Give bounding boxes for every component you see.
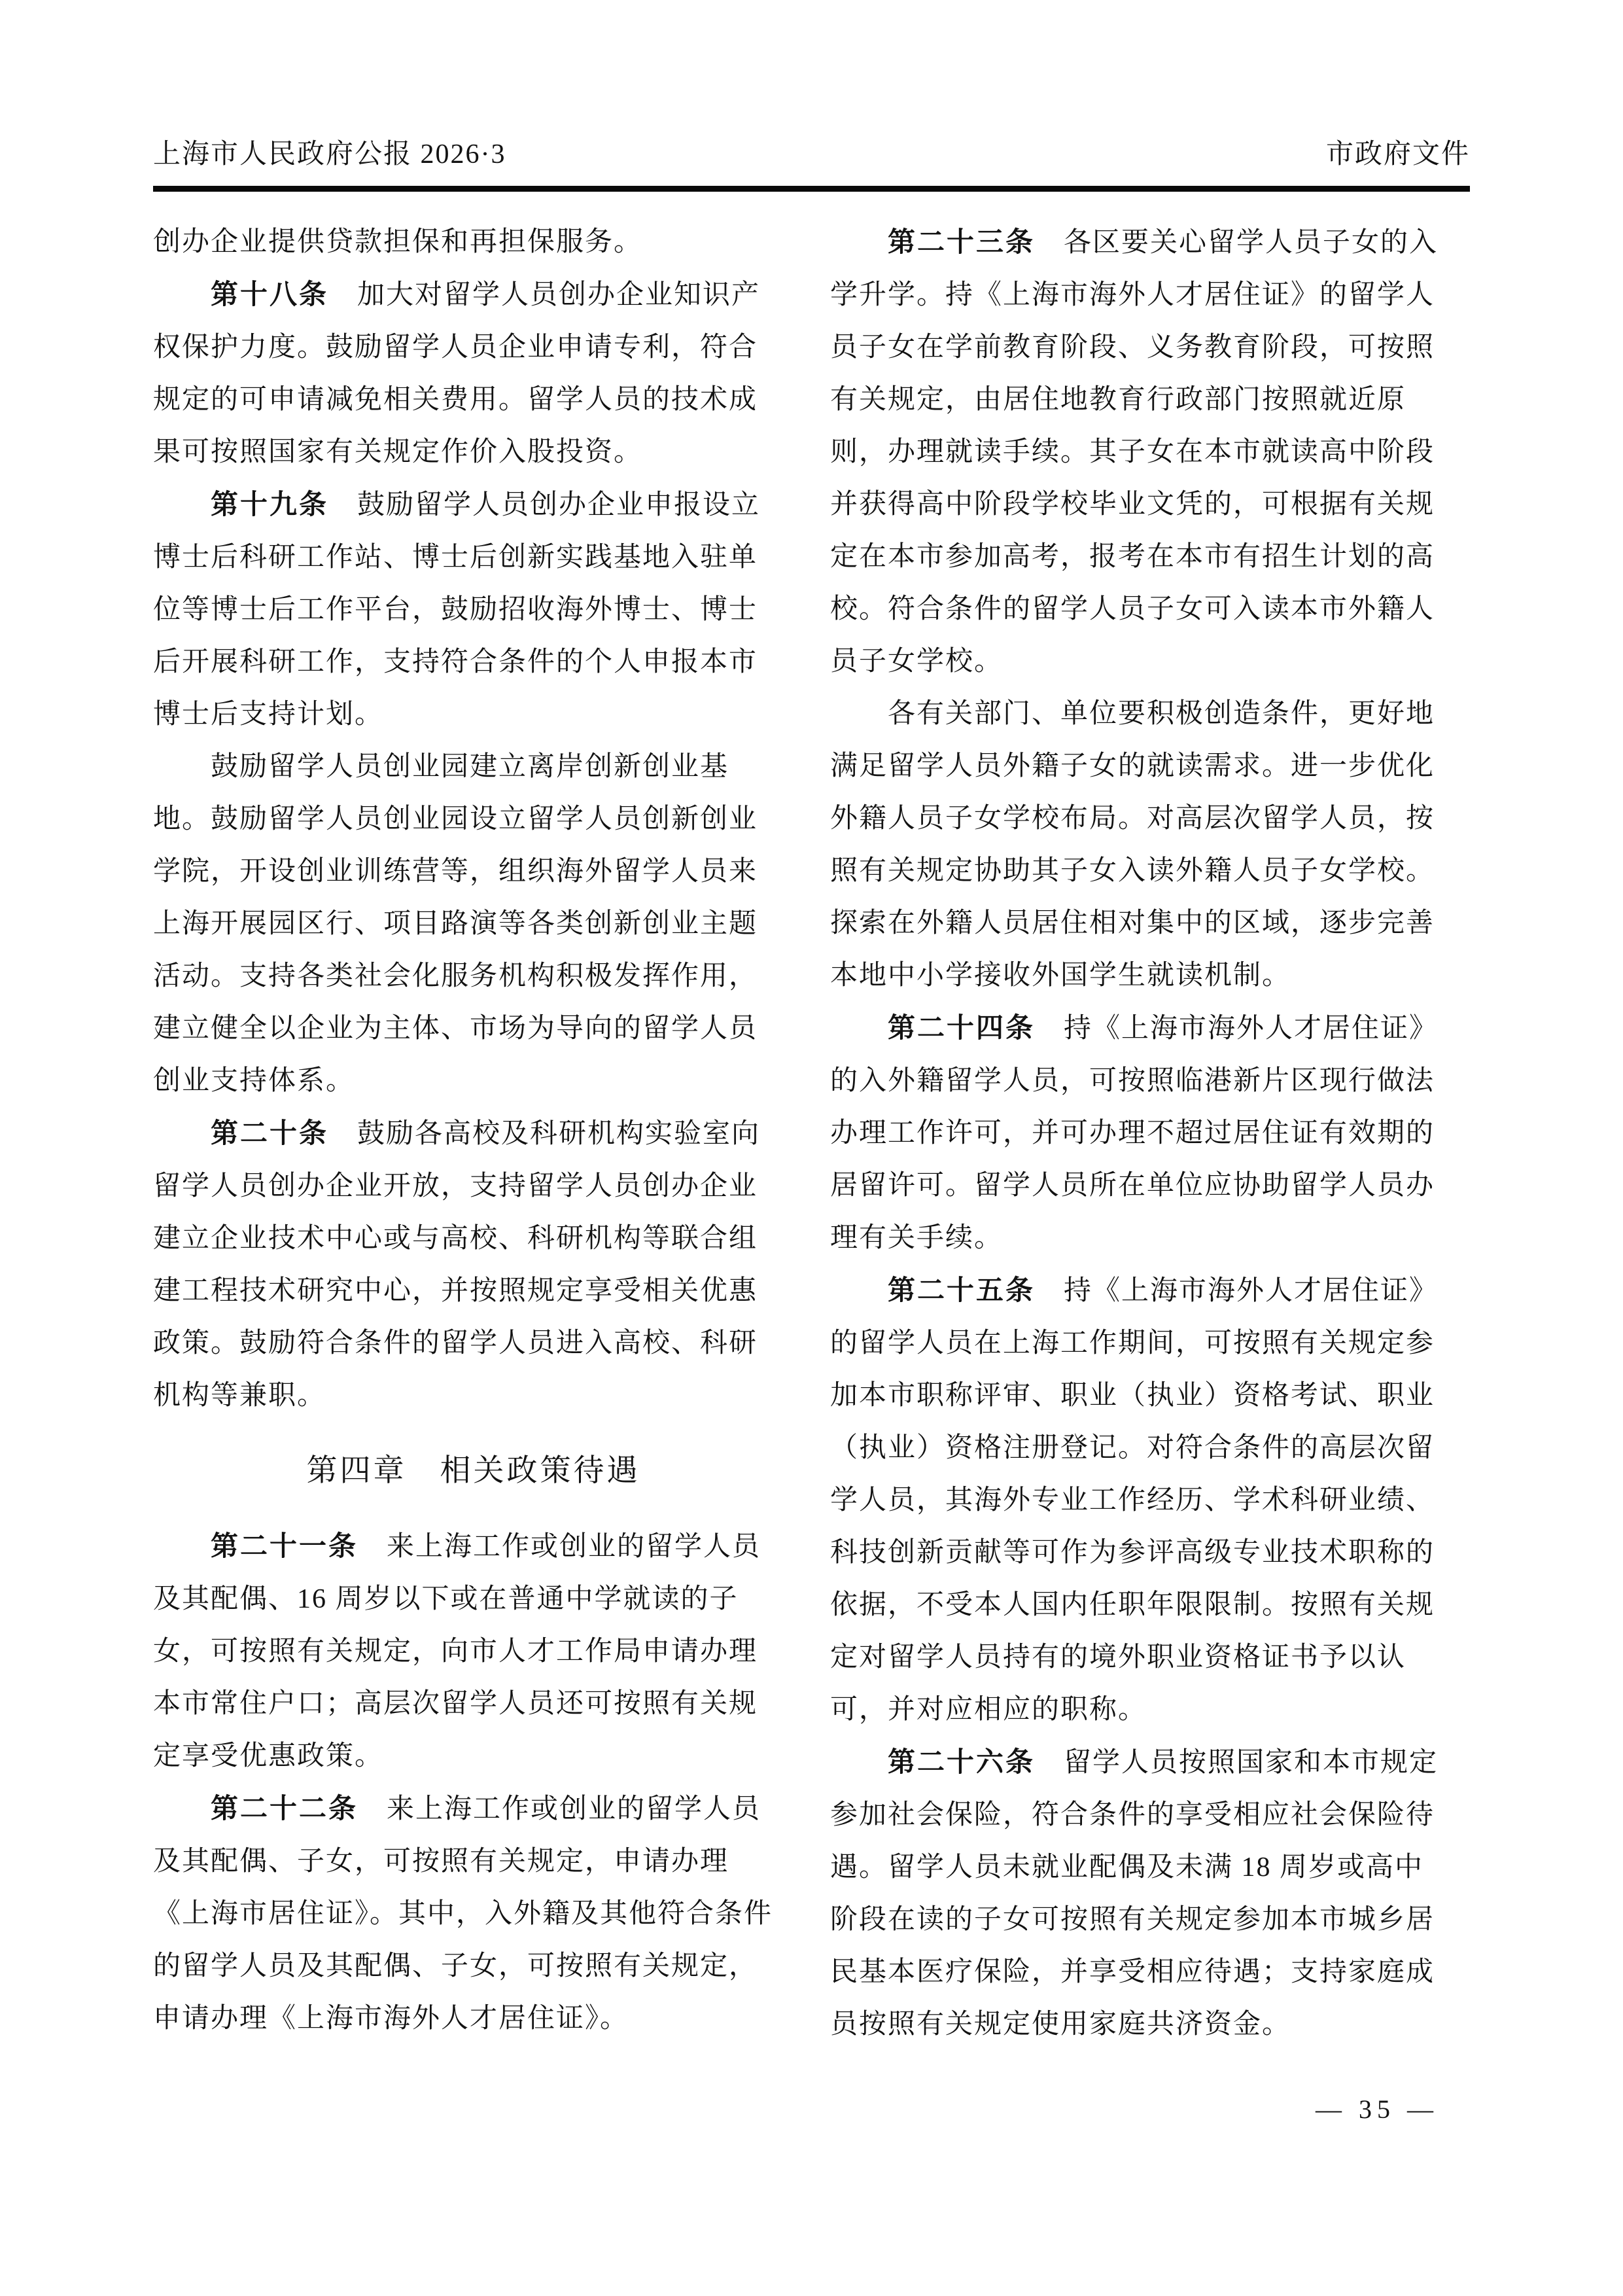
- text-line: 第十九条 鼓励留学人员创办企业申报设立: [211, 489, 761, 520]
- text-line: 员子女学校。: [830, 646, 1003, 677]
- text-line: 理有关手续。: [830, 1223, 1003, 1253]
- text-line: 外籍人员子女学校布局。对高层次留学人员，按: [830, 804, 1435, 834]
- text-line: 可，并对应相应的职称。: [830, 1695, 1147, 1725]
- text-line: 博士后科研工作站、博士后创新实践基地入驻单: [153, 542, 758, 573]
- text-line: 加本市职称评审、职业（执业）资格考试、职业: [830, 1381, 1435, 1411]
- text-line: 申请办理《上海市海外人才居住证》。: [153, 2004, 629, 2034]
- text-line: 位等博士后工作平台，鼓励招收海外博士、博士: [153, 595, 758, 625]
- text-line: 遇。留学人员未就业配偶及未满 18 周岁或高中: [830, 1852, 1424, 1882]
- text-line: 定在本市参加高考，报考在本市有招生计划的高: [830, 542, 1435, 572]
- text-line: 第二十五条 持《上海市海外人才居住证》: [888, 1275, 1439, 1306]
- text-line: 科技创新贡献等可作为参评高级专业技术职称的: [830, 1538, 1435, 1568]
- text-line: 地。鼓励留学人员创业园设立留学人员创新创业: [153, 804, 758, 834]
- text-line: 并获得高中阶段学校毕业文凭的，可根据有关规: [830, 489, 1435, 520]
- text-line: 鼓励留学人员创业园建立离岸创新创业基: [153, 752, 729, 782]
- text-line: 创业支持体系。: [153, 1066, 355, 1096]
- text-line: 创办企业提供贷款担保和再担保服务。: [153, 227, 643, 257]
- text-line: 上海开展园区行、项目路演等各类创新创业主题: [153, 909, 758, 939]
- text-line: （执业）资格注册登记。对符合条件的高层次留: [830, 1433, 1435, 1463]
- text-line: 《上海市居住证》。其中，入外籍及其他符合条件: [153, 1899, 773, 1929]
- article-number: 第二十一条: [211, 1530, 358, 1561]
- text-line: 本市常住户口；高层次留学人员还可按照有关规: [153, 1689, 758, 1719]
- text-line: 第二十四条 持《上海市海外人才居住证》: [888, 1012, 1439, 1044]
- text-line: 民基本医疗保险，并享受相应待遇；支持家庭成: [830, 1957, 1435, 1987]
- article-number: 第二十二条: [211, 1793, 358, 1824]
- article-number: 第二十三条: [888, 226, 1036, 257]
- text-line: 照有关规定协助其子女入读外籍人员子女学校。: [830, 856, 1435, 886]
- text-line: 政策。鼓励符合条件的留学人员进入高校、科研: [153, 1328, 758, 1358]
- article-number: 第二十五条: [888, 1275, 1036, 1305]
- article-number: 第二十条: [211, 1118, 329, 1148]
- text-line: 第十八条 加大对留学人员创办企业知识产: [211, 279, 761, 310]
- gazette-title: 上海市人民政府公报 2026·3: [153, 139, 506, 169]
- text-line: 定对留学人员持有的境外职业资格证书予以认: [830, 1642, 1406, 1672]
- left-column: [153, 216, 794, 2051]
- text-line: 及其配偶、子女，可按照有关规定，申请办理: [153, 1846, 729, 1877]
- text-line: 女，可按照有关规定，向市人才工作局申请办理: [153, 1636, 758, 1667]
- text-line: 建工程技术研究中心，并按照规定享受相关优惠: [153, 1276, 758, 1306]
- chapter-heading: 第四章 相关政策待遇: [306, 1454, 640, 1488]
- text-line: 建立健全以企业为主体、市场为导向的留学人员: [153, 1014, 758, 1044]
- text-line: 有关规定，由居住地教育行政部门按照就近原: [830, 385, 1406, 415]
- text-line: 办理工作许可，并可办理不超过居住证有效期的: [830, 1118, 1435, 1148]
- right-column: [830, 216, 1471, 2051]
- section-label: 市政府文件: [1325, 139, 1470, 169]
- text-line: 探索在外籍人员居住相对集中的区域，逐步完善: [830, 908, 1435, 938]
- header-rule: [153, 186, 1470, 192]
- text-line: 后开展科研工作，支持符合条件的个人申报本市: [153, 647, 758, 677]
- text-line: 学人员，其海外专业工作经历、学术科研业绩、: [830, 1485, 1435, 1515]
- document-body: [153, 216, 1471, 2051]
- text-line: 参加社会保险，符合条件的享受相应社会保险待: [830, 1800, 1435, 1830]
- text-line: 学院，开设创业训练营等，组织海外留学人员来: [153, 857, 758, 887]
- text-line: 第二十六条 留学人员按照国家和本市规定: [888, 1746, 1439, 1778]
- text-line: 员子女在学前教育阶段、义务教育阶段，可按照: [830, 332, 1435, 362]
- text-line: 员按照有关规定使用家庭共济资金。: [830, 2009, 1291, 2040]
- text-line: 阶段在读的子女可按照有关规定参加本市城乡居: [830, 1905, 1435, 1935]
- text-line: 则，办理就读手续。其子女在本市就读高中阶段: [830, 437, 1435, 467]
- text-line: 权保护力度。鼓励留学人员企业申请专利，符合: [153, 332, 758, 362]
- text-line: 规定的可申请减免相关费用。留学人员的技术成: [153, 385, 758, 415]
- text-line: 果可按照国家有关规定作价入股投资。: [153, 437, 643, 467]
- text-line: 第二十三条 各区要关心留学人员子女的入: [888, 226, 1439, 258]
- text-line: 的留学人员及其配偶、子女，可按照有关规定，: [153, 1951, 758, 1981]
- text-line: 满足留学人员外籍子女的就读需求。进一步优化: [830, 751, 1435, 781]
- text-line: 各有关部门、单位要积极创造条件，更好地: [830, 699, 1435, 729]
- article-number: 第十八条: [211, 279, 329, 309]
- text-line: 第二十条 鼓励各高校及科研机构实验室向: [211, 1118, 761, 1149]
- text-line: 居留许可。留学人员所在单位应协助留学人员办: [830, 1171, 1435, 1201]
- page-header: [153, 132, 1470, 171]
- text-line: 的留学人员在上海工作期间，可按照有关规定参: [830, 1328, 1435, 1358]
- text-line: 本地中小学接收外国学生就读机制。: [830, 961, 1291, 991]
- text-line: 定享受优惠政策。: [153, 1741, 384, 1771]
- text-line: 第二十二条 来上海工作或创业的留学人员: [211, 1793, 761, 1824]
- article-number: 第十九条: [211, 489, 329, 520]
- article-number: 第二十六条: [888, 1746, 1036, 1777]
- text-line: 第二十一条 来上海工作或创业的留学人员: [211, 1530, 761, 1562]
- text-line: 的入外籍留学人员，可按照临港新片区现行做法: [830, 1066, 1435, 1096]
- text-line: 活动。支持各类社会化服务机构积极发挥作用，: [153, 961, 758, 991]
- text-line: 学升学。持《上海市海外人才居住证》的留学人: [830, 280, 1435, 310]
- article-number: 第二十四条: [888, 1012, 1036, 1043]
- text-line: 博士后支持计划。: [153, 699, 384, 730]
- text-line: 机构等兼职。: [153, 1381, 326, 1411]
- text-line: 依据，不受本人国内任职年限限制。按照有关规: [830, 1590, 1435, 1620]
- text-line: 及其配偶、16 周岁以下或在普通中学就读的子: [153, 1584, 739, 1614]
- text-line: 建立企业技术中心或与高校、科研机构等联合组: [153, 1224, 758, 1254]
- text-line: 留学人员创办企业开放，支持留学人员创办企业: [153, 1171, 758, 1201]
- page-number: — 35 —: [1316, 2094, 1439, 2124]
- text-line: 校。符合条件的留学人员子女可入读本市外籍人: [830, 594, 1435, 624]
